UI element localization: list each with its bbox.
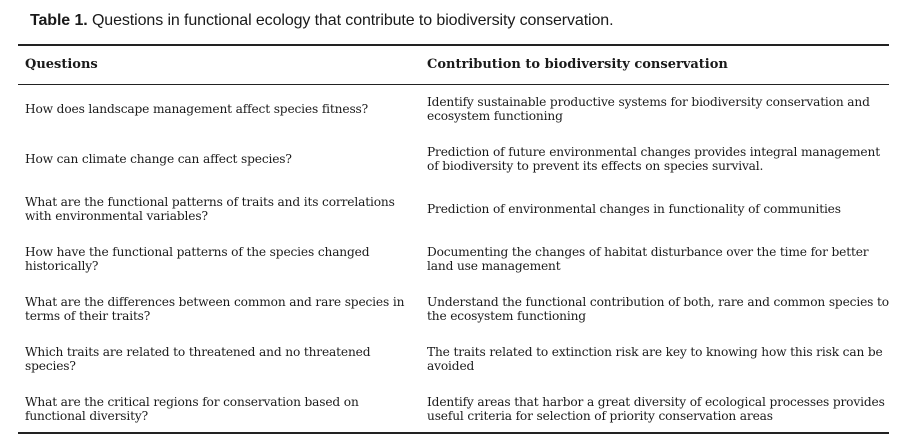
table-top-rule <box>18 44 889 46</box>
contribution-cell: Documenting the changes of habitat disturbance over the time for better land use management <box>427 245 869 273</box>
contribution-cell: Prediction of future environmental changes provides integral management of biodiversity to prevent its effects on species survival. <box>427 145 880 173</box>
table-bottom-rule <box>18 432 889 434</box>
table-row <box>0 84 916 134</box>
question-cell: Which traits are related to threatened and no threatened species? <box>25 345 371 373</box>
table-caption-label: Table 1. <box>30 12 88 29</box>
question-cell: What are the critical regions for conservation based on functional diversity? <box>25 395 359 423</box>
table-row <box>0 134 916 184</box>
contribution-cell: Prediction of environmental changes in functionality of communities <box>427 202 841 216</box>
contribution-cell: The traits related to extinction risk are key to knowing how this risk can be avoided <box>427 345 883 373</box>
contribution-cell: Understand the functional contribution of both, rare and common species to the ecosystem functioning <box>427 295 889 323</box>
column-header-contribution: Contribution to biodiversity conservation <box>427 57 728 72</box>
table-row <box>0 184 916 234</box>
table-caption-text: Questions in functional ecology that contribute to biodiversity conservation. <box>91 12 614 29</box>
question-cell: How can climate change can affect species? <box>25 152 292 166</box>
column-header-questions: Questions <box>25 57 98 72</box>
table-row <box>0 384 916 434</box>
question-cell: What are the differences between common and rare species in terms of their traits? <box>25 295 405 323</box>
table-row <box>0 334 916 384</box>
contribution-cell: Identify areas that harbor a great diversity of ecological processes provides useful criteria for selection of priority conservation areas <box>427 395 885 423</box>
question-cell: How have the functional patterns of the species changed historically? <box>25 245 370 273</box>
table-row <box>0 284 916 334</box>
table-row <box>0 234 916 284</box>
question-cell: What are the functional patterns of traits and its correlations with environmental variables? <box>25 195 395 223</box>
question-cell: How does landscape management affect species fitness? <box>25 102 369 116</box>
contribution-cell: Identify sustainable productive systems for biodiversity conservation and ecosystem functioning <box>427 95 870 123</box>
table-caption <box>30 12 613 30</box>
